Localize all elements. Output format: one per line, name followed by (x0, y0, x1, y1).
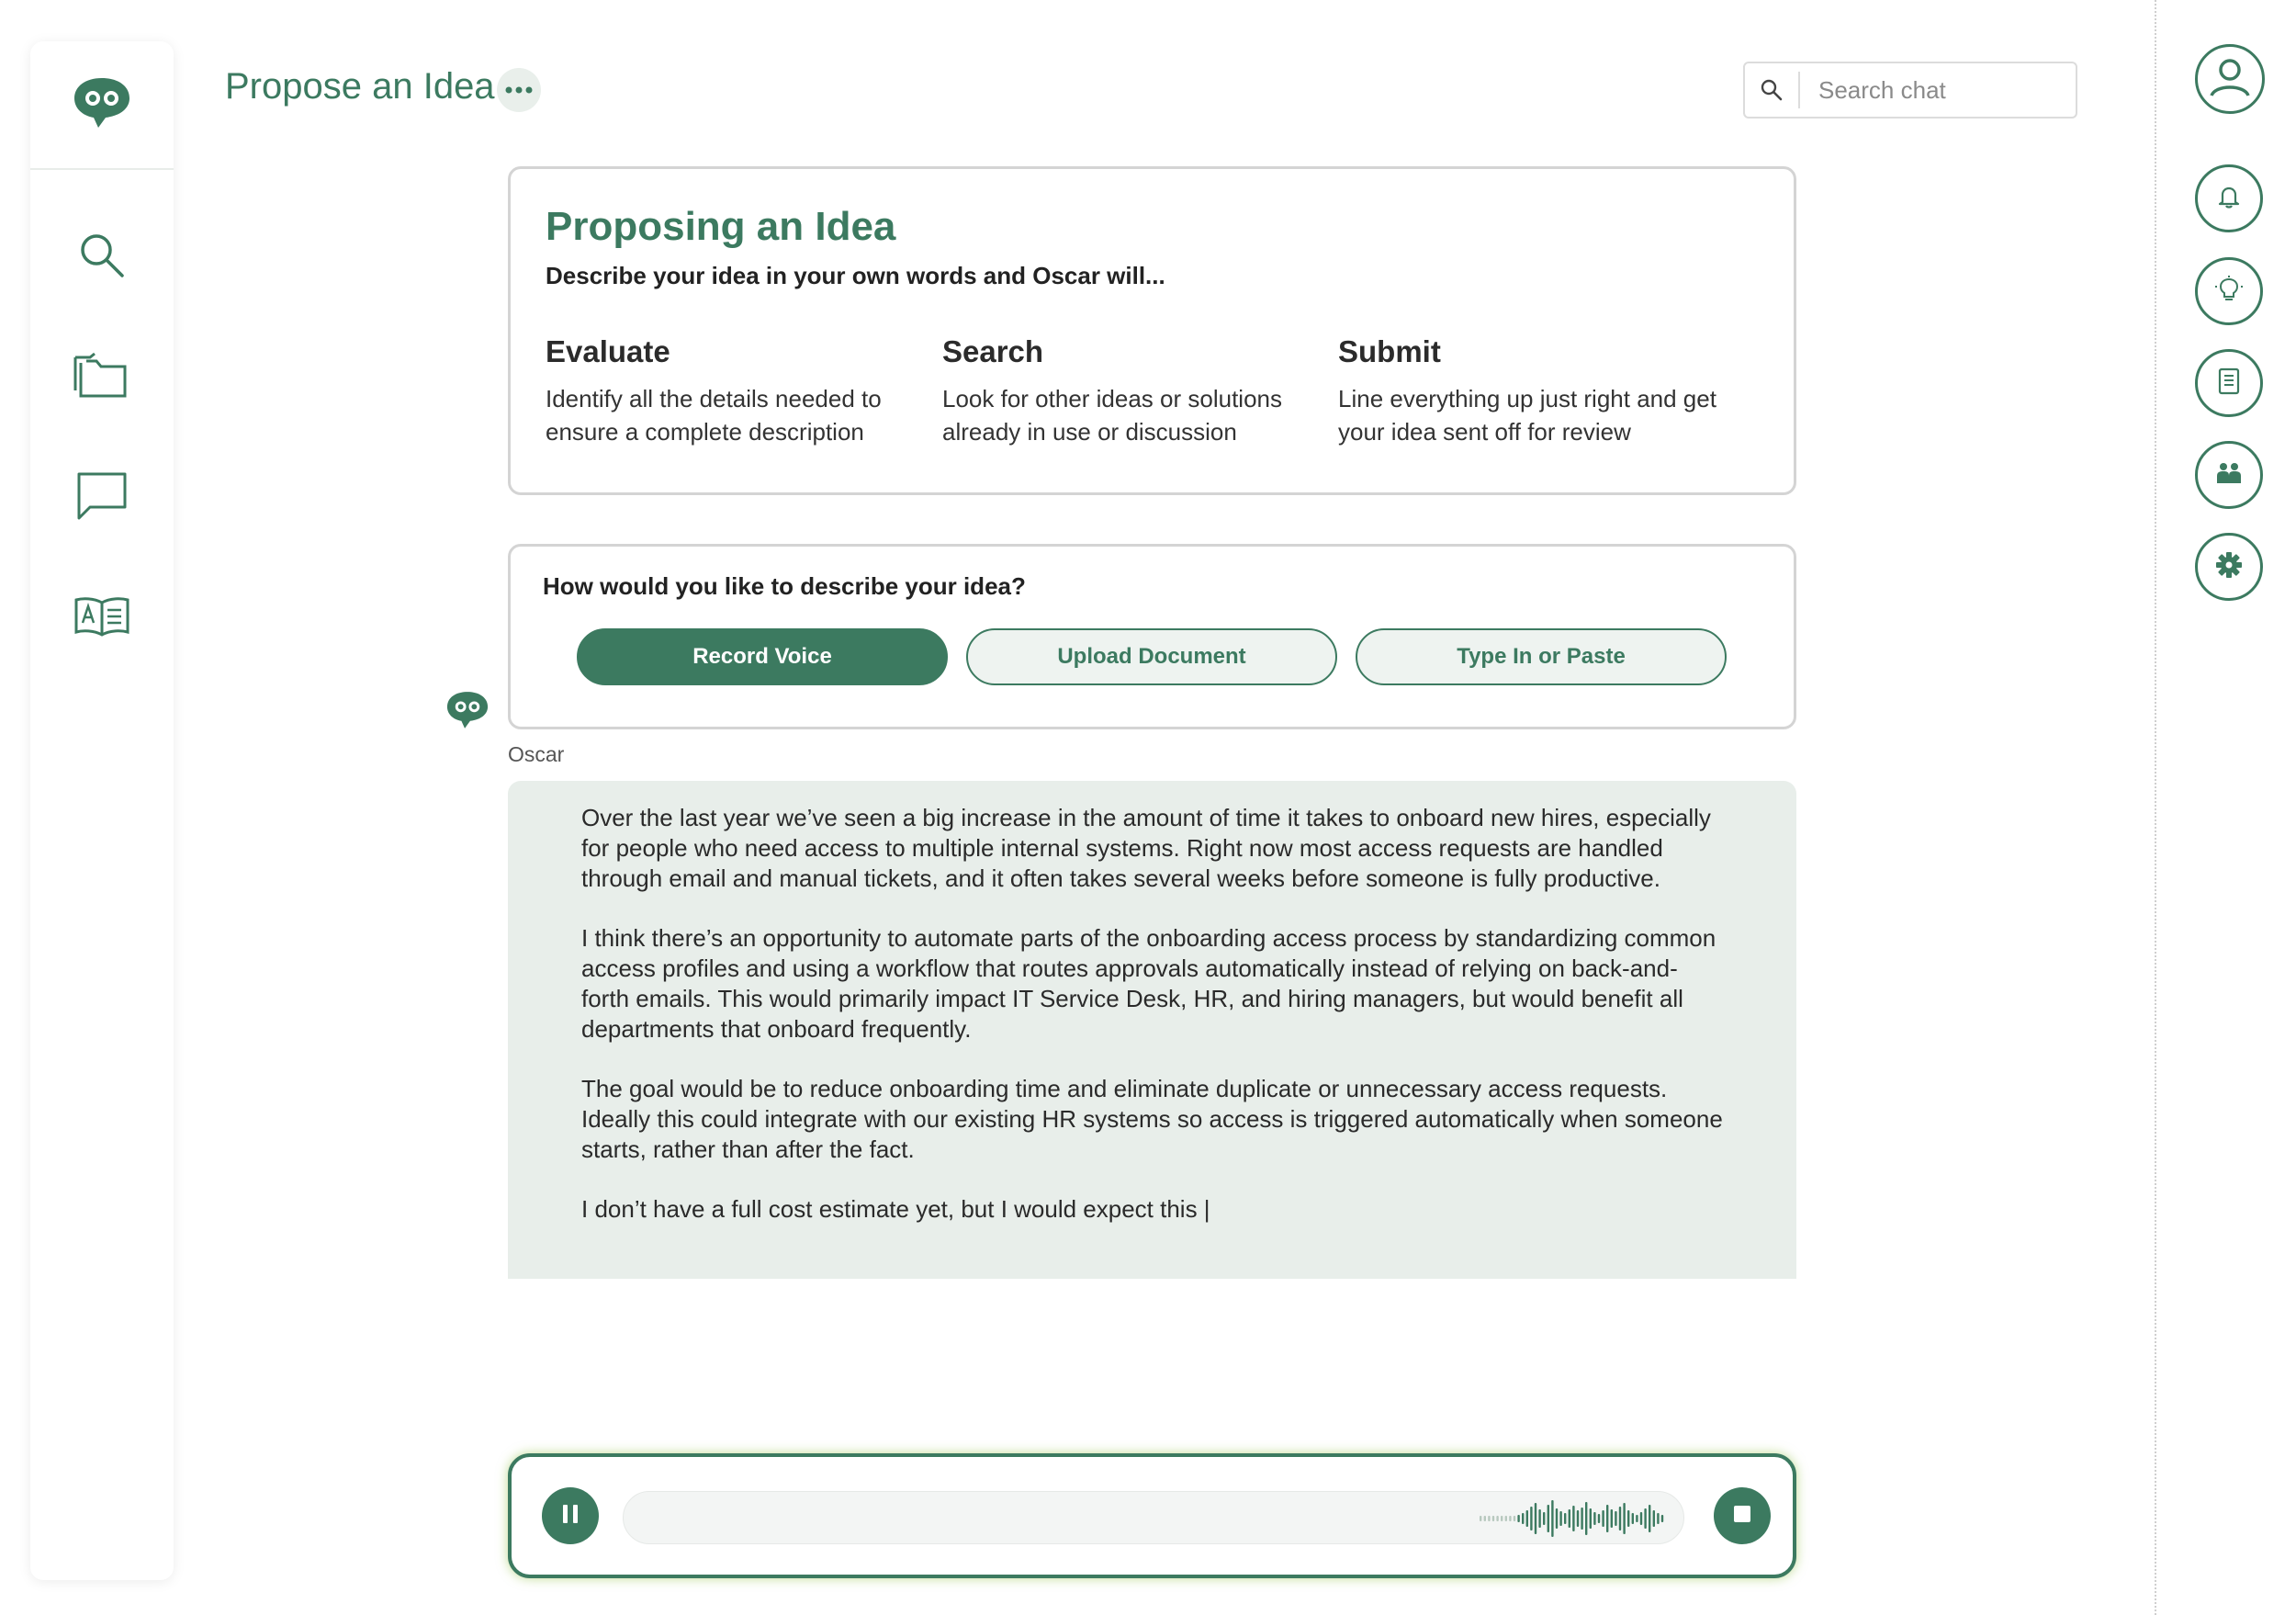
column-text: Identify all the details needed to ensure a complete description (546, 385, 882, 446)
type-or-paste-button[interactable]: Type In or Paste (1356, 628, 1727, 685)
transcript-paragraph: I think there’s an opportunity to automate parts of the onboarding access process by standardizing common access profiles and using a workflow that routes approvals automatically instead of relying on back-and-forth emails. This would primarily impact IT Service Desk, HR, and hiring managers, but would benefit all departments that onboard frequently. (581, 924, 1716, 1043)
ideas-button[interactable] (2195, 257, 2263, 325)
page-title: Propose an Idea (225, 66, 495, 107)
lightbulb-icon (2214, 275, 2244, 309)
more-options-button[interactable] (497, 68, 541, 112)
settings-button[interactable] (2195, 533, 2263, 601)
left-sidebar (30, 41, 174, 1580)
intro-column-search (942, 334, 1328, 448)
pause-recording-button[interactable] (542, 1487, 599, 1544)
bell-icon (2215, 183, 2243, 215)
ellipsis-icon (505, 82, 533, 98)
folder-icon (73, 350, 130, 406)
transcript-paragraph: I don’t have a full cost estimate yet, but I would expect this | (581, 1195, 1210, 1223)
sidebar-item-folders[interactable] (30, 327, 174, 428)
oscar-avatar-icon (445, 689, 490, 736)
intro-subtitle: Describe your idea in your own words and Oscar will... (546, 262, 1165, 289)
search-icon (1745, 72, 1800, 108)
upload-document-button[interactable]: Upload Document (966, 628, 1337, 685)
sidebar-item-library[interactable] (30, 568, 174, 669)
recording-track (623, 1491, 1684, 1544)
search-chat-box (1743, 62, 2077, 119)
sidebar-item-search[interactable] (30, 207, 174, 308)
voice-recorder-bar (508, 1453, 1796, 1578)
describe-question: How would you like to describe your idea? (543, 572, 1026, 600)
transcript-message (508, 781, 1796, 1279)
column-heading: Evaluate (546, 334, 670, 368)
profile-button[interactable] (2195, 44, 2265, 114)
logo-area (30, 41, 174, 170)
transcript-paragraph: Over the last year we’ve seen a big increase in the amount of time it takes to onboard new hires, especially for people who need access to multiple internal systems. Right now most access requests are handled through email and manual tickets, and it often takes several weeks before someone is fully productive. (581, 804, 1711, 892)
search-icon (76, 230, 128, 286)
waveform-icon (1480, 1497, 1672, 1544)
people-icon (2214, 460, 2244, 491)
intro-title: Proposing an Idea (546, 204, 896, 249)
documents-button[interactable] (2195, 349, 2263, 417)
user-icon (2202, 50, 2257, 109)
document-icon (2216, 367, 2242, 401)
intro-column-evaluate (546, 334, 931, 448)
team-button[interactable] (2195, 441, 2263, 509)
gear-icon (2214, 550, 2244, 584)
intro-column-submit (1338, 334, 1724, 448)
transcript-paragraph: The goal would be to reduce onboarding time and eliminate duplicate or unnecessary access requests. Ideally this could integrate with our existing HR systems so access is triggered automatically when someone starts, rather than after the fact. (581, 1075, 1723, 1163)
pause-icon (560, 1503, 580, 1530)
book-icon (73, 595, 130, 642)
chat-icon (75, 470, 129, 526)
column-heading: Search (942, 334, 1044, 368)
notifications-button[interactable] (2195, 164, 2263, 232)
search-chat-input[interactable] (1800, 76, 2066, 105)
intro-card (508, 166, 1796, 495)
stop-icon (1732, 1504, 1752, 1529)
message-sender: Oscar (508, 742, 565, 766)
record-voice-button[interactable]: Record Voice (577, 628, 948, 685)
column-text: Line everything up just right and get your idea sent off for review (1338, 385, 1716, 446)
oscar-logo-icon[interactable] (71, 74, 133, 136)
column-heading: Submit (1338, 334, 1441, 368)
stop-recording-button[interactable] (1714, 1487, 1771, 1544)
right-divider (2155, 0, 2156, 1615)
column-text: Look for other ideas or solutions already in use or discussion (942, 385, 1282, 446)
sidebar-item-chat[interactable] (30, 447, 174, 548)
describe-method-card (508, 544, 1796, 729)
